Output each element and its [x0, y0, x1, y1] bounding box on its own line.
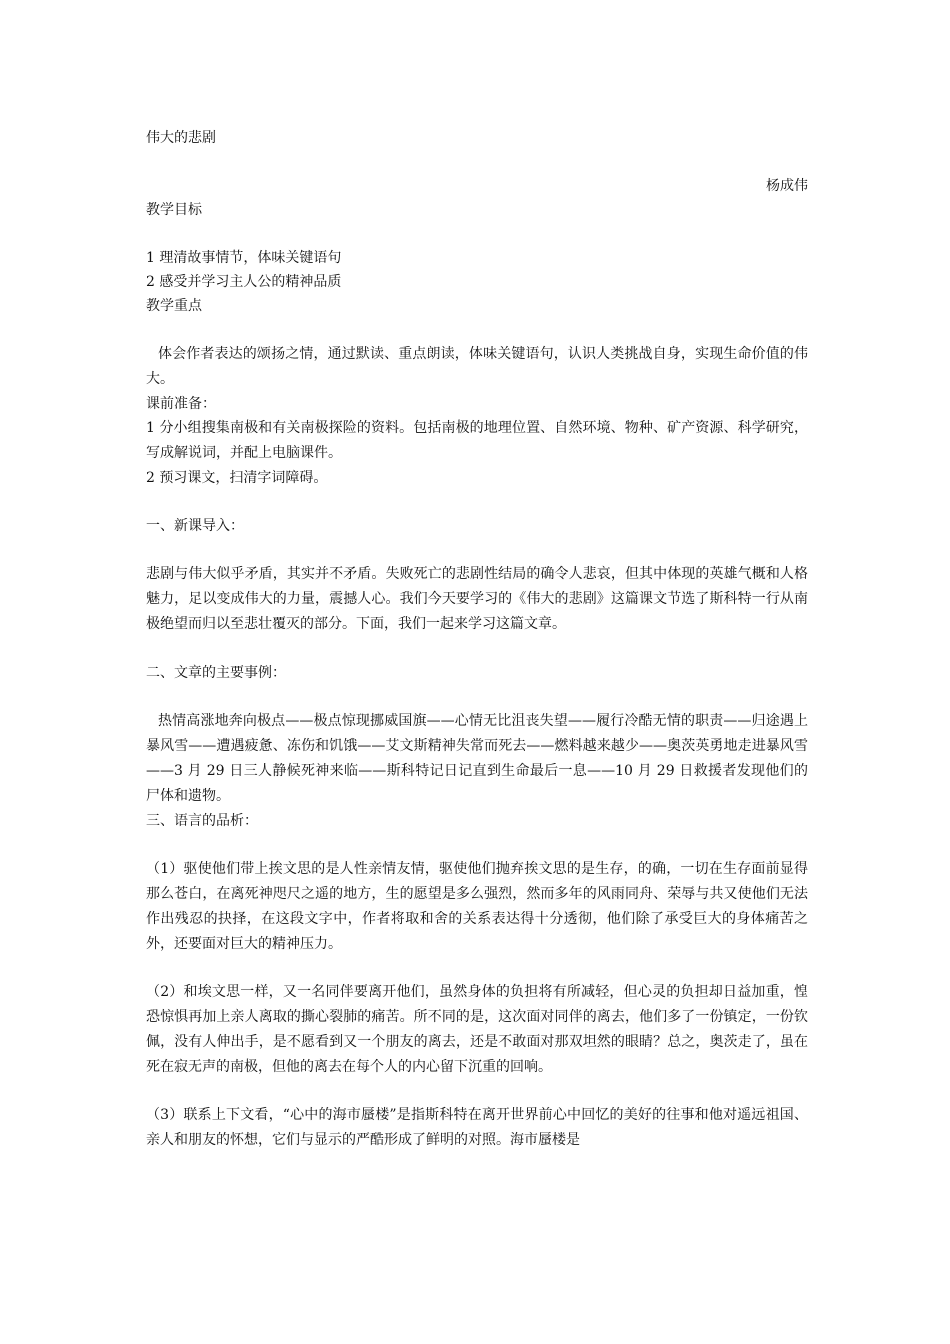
- spacer: [146, 538, 808, 562]
- focus-heading: 教学重点: [146, 298, 202, 314]
- goal-item-2: 2 感受并学习主人公的精神品质: [146, 274, 342, 290]
- section-3-heading: 三、语言的品析：: [146, 813, 258, 829]
- prep-heading: 课前准备：: [146, 396, 216, 412]
- analysis-item-1: （1）驱使他们带上挨文思的是人性亲情友情，驱使他们抛弃挨文思的是生存，的确，一切在生存面前显得那么苍白，在离死神咫尺之遥的地方，生的愿望是多么强烈，然而多年的风雨同舟、荣辱与共又使他们无法作出残忍的抉择，在这段文字中，作者将取和舍的关系表达得十分透彻，他们除了承受巨大的身体痛苦之外，还要面对巨大的精神压力。: [146, 861, 808, 952]
- spacer: [146, 318, 808, 342]
- section-1-heading: 一、新课导入：: [146, 518, 244, 534]
- spacer: [146, 957, 808, 980]
- spacer: [146, 1080, 808, 1103]
- focus-text: 体会作者表达的颂扬之情，通过默读、重点朗读，体味关键语句，认识人类挑战自身，实现生命价值的伟大。: [146, 346, 808, 387]
- analysis-item-3: （3）联系上下文看，“心中的海市蜃楼”是指斯科特在离开世界前心中回忆的美好的往事和他对遥远祖国、亲人和朋友的怀想，它们与显示的严酷形成了鲜明的对照。海市蜃楼是: [146, 1107, 808, 1148]
- analysis-item-2: （2）和埃文思一样，又一名同伴要离开他们，虽然身体的负担将有所减轻，但心灵的负担却日益加重，惶恐惊惧再加上亲人离取的撕心裂肺的痛苦。所不同的是，这次面对同伴的离去，他们多了一份镇定，一份钦佩，没有人伸出手，是不愿看到又一个朋友的离去，还是不敢面对那双坦然的眼睛？总之，奥茨走了，虽在死在寂无声的南极，但他的离去在每个人的内心留下沉重的回响。: [146, 984, 808, 1075]
- document-page: [146, 126, 808, 1153]
- spacer: [146, 490, 808, 514]
- goal-item-1: 1 理清故事情节，体味关键语句: [146, 250, 342, 266]
- prep-item-2: 2 预习课文，扫清字词障碍。: [146, 470, 328, 486]
- goals-heading: 教学目标: [146, 202, 202, 218]
- spacer: [146, 685, 808, 709]
- section-2-heading: 二、文章的主要事例：: [146, 665, 286, 681]
- author-name: 杨成伟: [766, 178, 808, 194]
- prep-item-1: 1 分小组搜集南极和有关南极探险的资料。包括南极的地理位置、自然环境、物种、矿产资源、科学研究，写成解说词，并配上电脑课件。: [146, 420, 808, 461]
- spacer: [146, 833, 808, 857]
- spacer: [146, 637, 808, 661]
- section-1-text: 悲剧与伟大似乎矛盾，其实并不矛盾。失败死亡的悲剧性结局的确令人悲哀，但其中体现的英雄气概和人格魅力，足以变成伟大的力量，震撼人心。我们今天要学习的《伟大的悲剧》这篇课文节选了斯科特一行从南极绝望而归以至悲壮覆灭的部分。下面，我们一起来学习这篇文章。: [146, 566, 808, 632]
- section-2-text: 热情高涨地奔向极点——极点惊现挪威国旗——心情无比沮丧失望——履行冷酷无情的职责——归途遇上暴风雪——遭遇疲惫、冻伤和饥饿——艾文斯精神失常而死去——燃料越来越少——奥茨英勇地走进暴风雪——3 月 29 日三人静候死神来临——斯科特记日记直到生命最后一息——10 月 29 日救援者发现他们的尸体和遗物。: [146, 713, 808, 804]
- document-title: 伟大的悲剧: [146, 130, 216, 146]
- spacer: [146, 222, 808, 246]
